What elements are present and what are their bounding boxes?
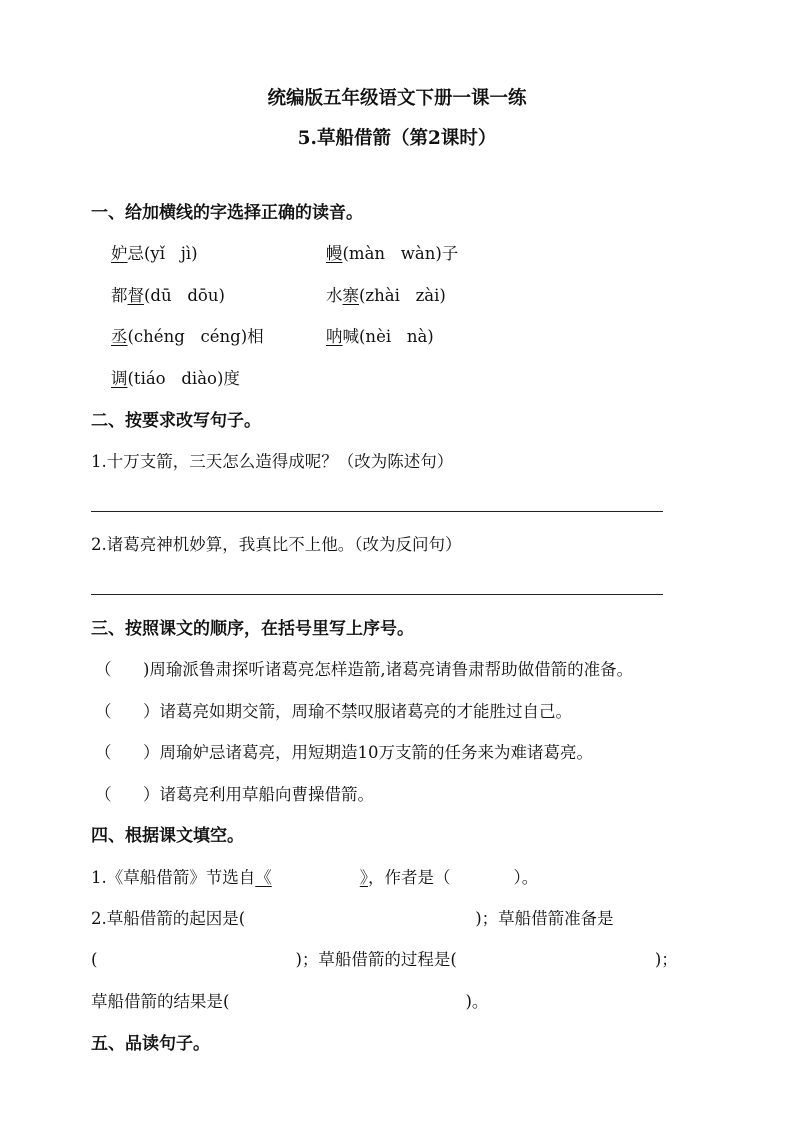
sequence-item-4: （ ）诸葛亮利用草船向曹操借箭。 xyxy=(95,785,374,804)
pinyin-options: (dū dōu) xyxy=(144,286,225,305)
paren-close: )。 xyxy=(465,992,489,1011)
paren-open: ( xyxy=(91,950,98,969)
pinyin-options: (zhài zài) xyxy=(359,286,446,305)
fill-q2-prep-label: )；草船借箭准备是 xyxy=(475,909,614,928)
book-title-blank[interactable] xyxy=(255,868,368,887)
sequence-item-1: （ )周瑜派鲁肃探听诸葛亮怎样造箭,诸葛亮请鲁肃帮助做借箭的准备。 xyxy=(95,660,634,679)
lesson-subtitle: 5.草船借箭（第2课时） xyxy=(297,128,497,149)
section3-heading: 三、按照课文的顺序，在括号里写上序号。 xyxy=(91,619,414,639)
pinyin-options: (chéng céng)相 xyxy=(127,327,264,346)
section2-heading: 二、按要求改写句子。 xyxy=(91,411,261,431)
fill-q2-process-label: )；草船借箭的过程是( xyxy=(295,950,457,969)
pinyin-item-1 xyxy=(111,244,198,264)
pinyin-options: 忌(yǐ jì) xyxy=(127,244,198,263)
fill-q2-cause-label: 2.草船借箭的起因是( xyxy=(91,909,246,928)
paren-close: )； xyxy=(654,950,678,969)
section5-heading: 五、品读句子。 xyxy=(91,1034,210,1054)
underlined-char: 呐 xyxy=(326,327,343,346)
underlined-char: 调 xyxy=(111,369,128,388)
char-before: 水 xyxy=(326,286,343,305)
pinyin-item-6 xyxy=(326,327,434,347)
sequence-item-3: （ ）周瑜妒忌诸葛亮，用短期造10万支箭的任务来为难诸葛亮。 xyxy=(95,743,593,762)
fill-q1-text: 1.《草船借箭》节选自 xyxy=(91,868,256,887)
answer-line-1[interactable] xyxy=(91,511,663,512)
fill-q1-author: ，作者是（ ）。 xyxy=(368,868,539,887)
book-close-mark: 》 xyxy=(359,868,368,887)
pinyin-item-5 xyxy=(111,327,264,347)
underlined-char: 幔 xyxy=(326,244,343,263)
fill-question-2-line1 xyxy=(91,909,614,929)
worksheet-title: 统编版五年级语文下册一课一练 xyxy=(267,88,527,109)
pinyin-item-4 xyxy=(326,286,446,306)
underlined-char: 寨 xyxy=(342,286,359,305)
rewrite-question-2: 2.诸葛亮神机妙算，我真比不上他。（改为反问句） xyxy=(91,535,462,554)
answer-line-2[interactable] xyxy=(91,594,663,595)
pinyin-item-2 xyxy=(326,244,458,264)
rewrite-question-1: 1.十万支箭，三天怎么造得成呢？（改为陈述句） xyxy=(91,452,454,471)
pinyin-item-7 xyxy=(111,369,240,389)
pinyin-item-3 xyxy=(111,286,225,306)
book-open-mark: 《 xyxy=(255,868,272,887)
fill-question-1 xyxy=(91,868,538,888)
pinyin-options: (màn wàn)子 xyxy=(342,244,459,263)
pinyin-options: (tiáo diào)度 xyxy=(127,369,240,388)
char-before: 都 xyxy=(111,286,128,305)
fill-question-2-line3 xyxy=(91,992,488,1012)
underlined-char: 丞 xyxy=(111,327,128,346)
pinyin-options: 喊(nèi nà) xyxy=(342,327,434,346)
fill-q2-result-label: 草船借箭的结果是( xyxy=(91,992,230,1011)
fill-question-2-line2 xyxy=(91,950,678,970)
sequence-item-2: （ ）诸葛亮如期交箭，周瑜不禁叹服诸葛亮的才能胜过自己。 xyxy=(95,702,572,721)
underlined-char: 妒 xyxy=(111,244,128,263)
section1-heading: 一、给加横线的字选择正确的读音。 xyxy=(91,203,363,223)
underlined-char: 督 xyxy=(127,286,144,305)
section4-heading: 四、根据课文填空。 xyxy=(91,826,244,846)
